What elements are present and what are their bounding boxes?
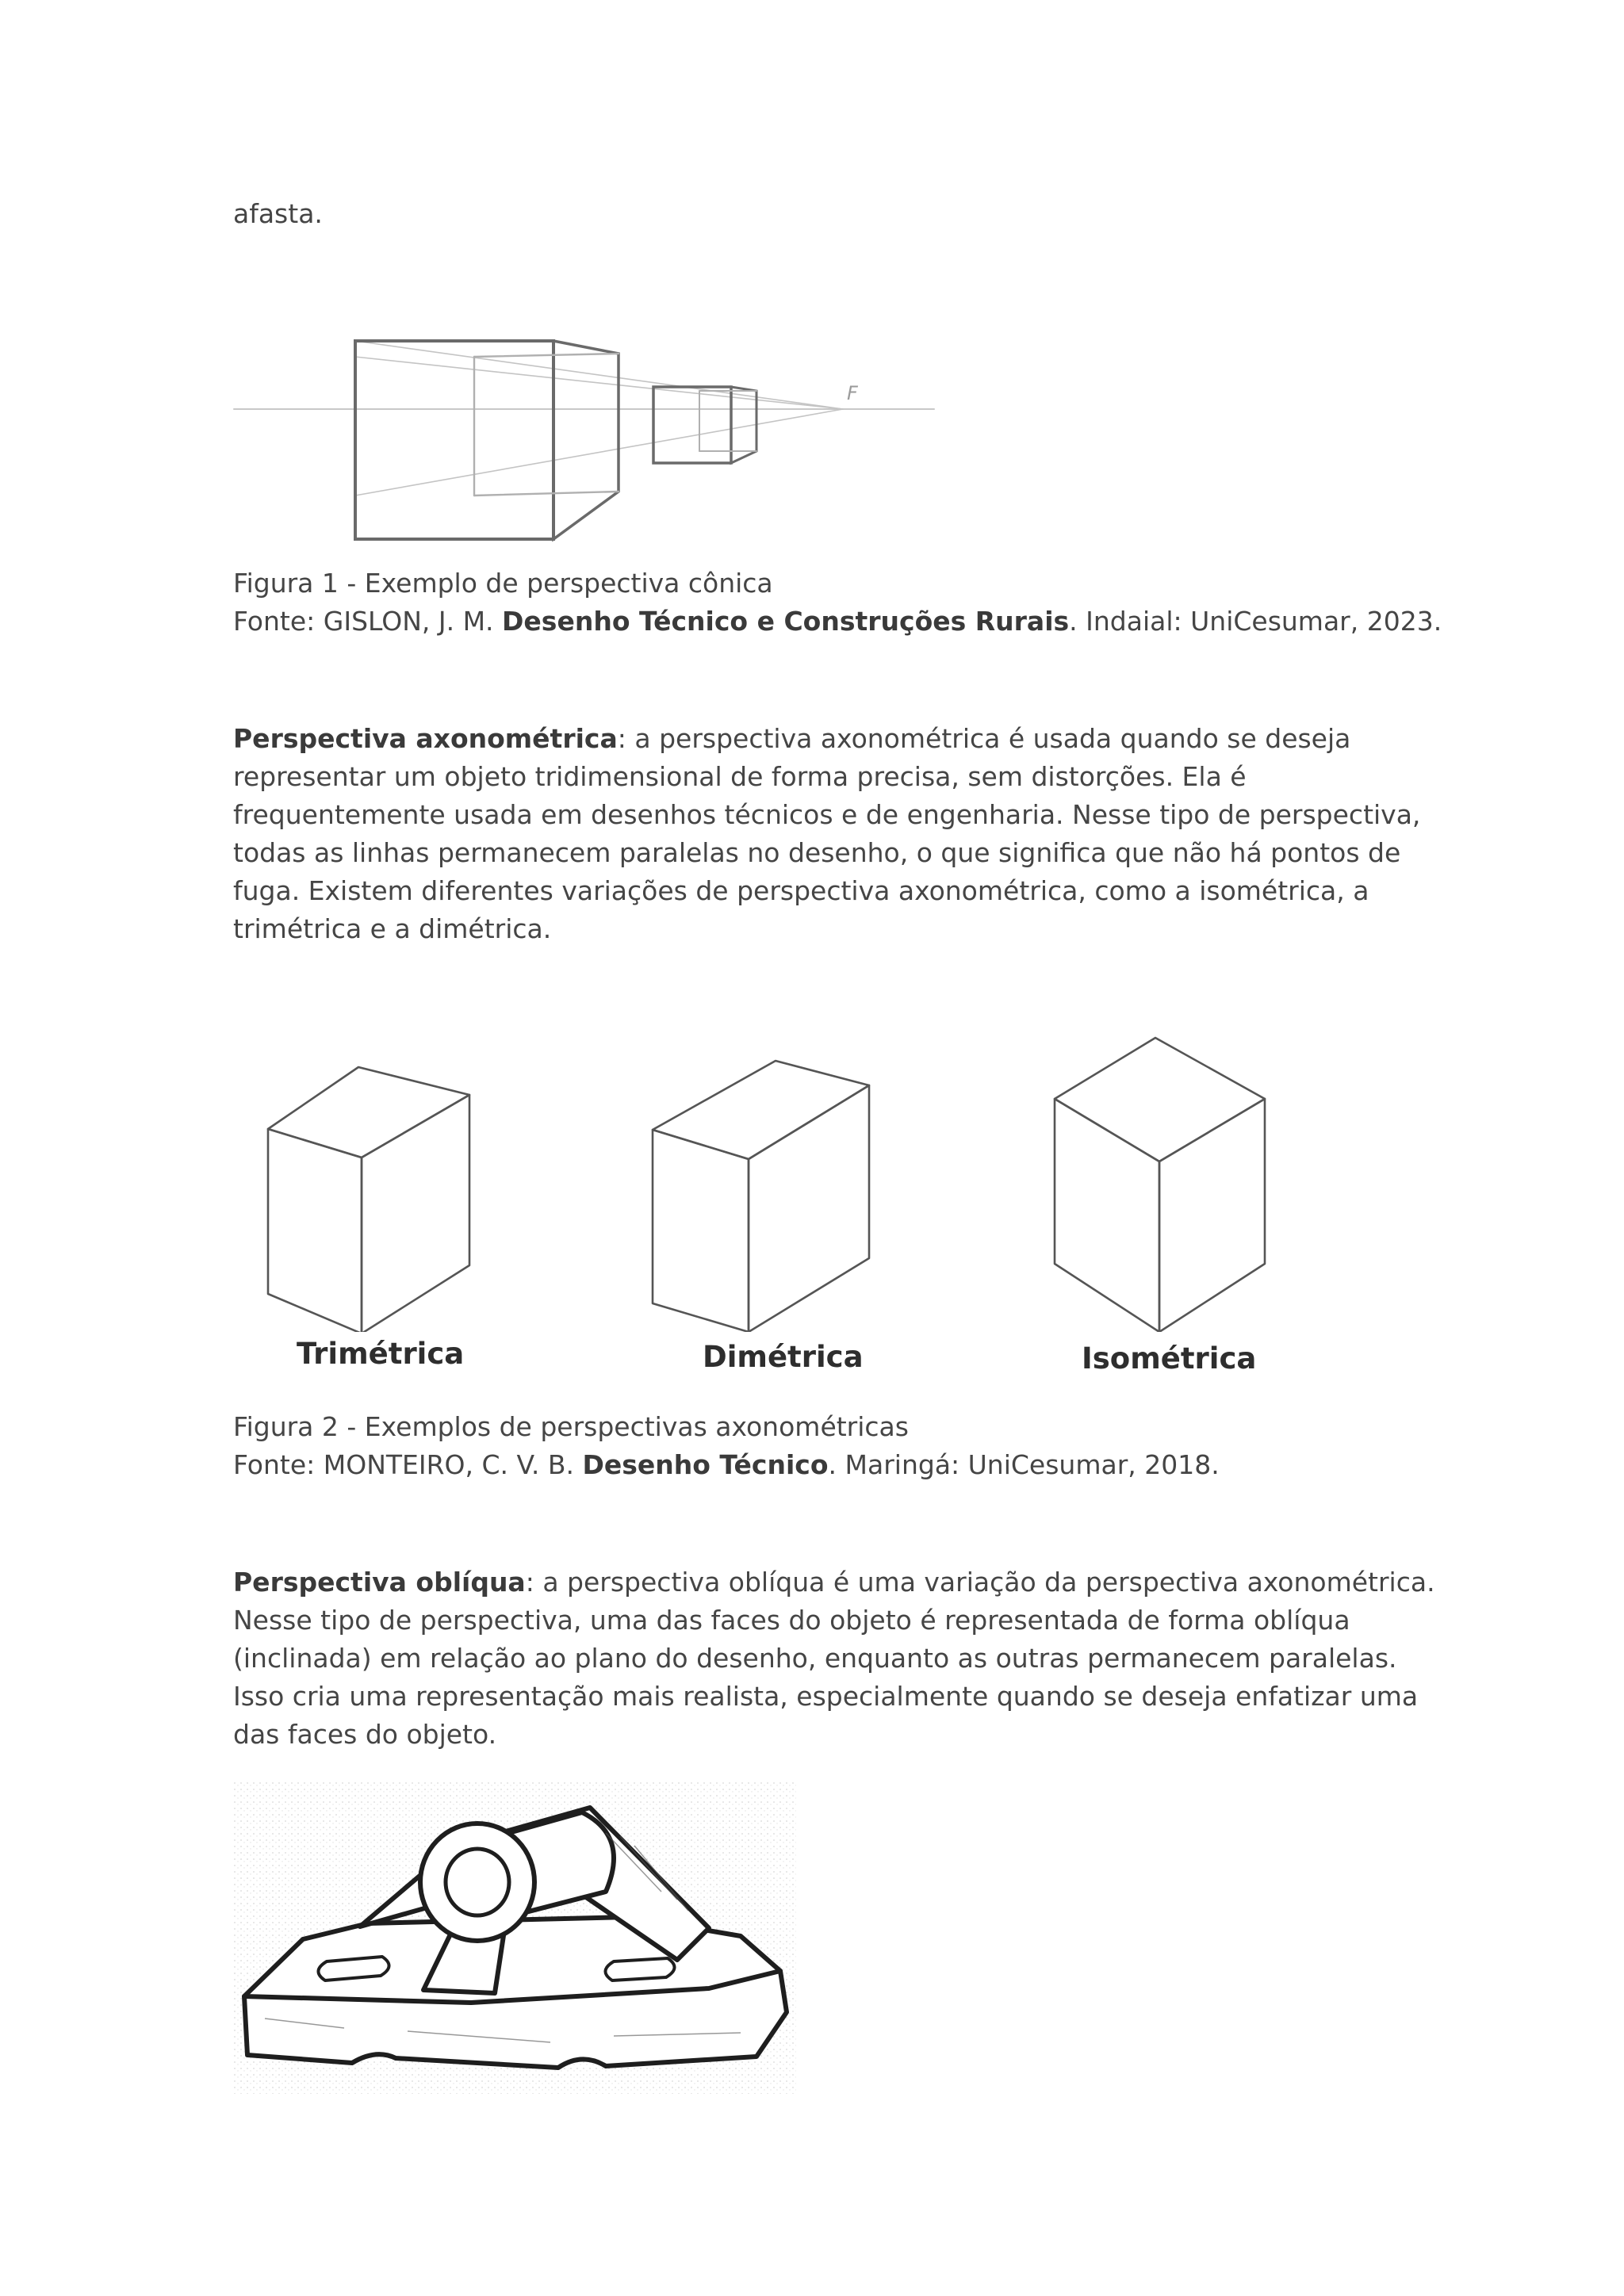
axonometric-line-6: trimétrica e a dimétrica. <box>233 913 552 944</box>
dimetric-box-right <box>749 1085 869 1332</box>
axonometric-line-1-text: : a perspectiva axonométrica é usada quando se deseja <box>617 723 1351 754</box>
oblique-line-4: Isso cria uma representação mais realista, especialmente quando se deseja enfatizar uma <box>233 1681 1419 1712</box>
oblique-line-1 <box>233 1563 1435 1601</box>
figure2-caption: Figura 2 - Exemplos de perspectivas axonométricas <box>233 1411 909 1442</box>
label-trimetrica: Trimétrica <box>297 1337 465 1371</box>
oblique-bracket-figure <box>233 1781 804 2098</box>
conic-perspective-figure <box>230 325 944 547</box>
axonometric-paragraph <box>233 720 1421 948</box>
figure1-source-suffix: . Indaial: UniCesumar, 2023. <box>1069 606 1442 637</box>
axonometric-line-3: frequentemente usada em desenhos técnicos e de engenharia. Nesse tipo de perspectiva, <box>233 799 1421 830</box>
oblique-term: Perspectiva oblíqua <box>233 1567 526 1598</box>
isometric-cube-right <box>1159 1099 1265 1332</box>
figure1-source-prefix: Fonte: GISLON, J. M. <box>233 606 503 637</box>
oblique-line-5: das faces do objeto. <box>233 1719 497 1750</box>
dimetric-box-top <box>653 1061 869 1159</box>
axonometric-term: Perspectiva axonométrica <box>233 723 618 754</box>
figure2-source-suffix: . Maringá: UniCesumar, 2018. <box>828 1449 1220 1480</box>
figure1-source <box>233 603 1442 641</box>
oblique-line-3: (inclinada) em relação ao plano do desenho, enquanto as outras permanecem paralelas. <box>233 1643 1397 1674</box>
figure1-source-title: Desenho Técnico e Construções Rurais <box>502 606 1070 637</box>
trimetric-box-left <box>268 1129 362 1332</box>
figure2-source-title: Desenho Técnico <box>582 1449 829 1480</box>
oblique-line-2: Nesse tipo de perspectiva, uma das faces do objeto é representada de forma oblíqua <box>233 1605 1350 1636</box>
dimetric-box-left <box>653 1130 749 1332</box>
isometric-cube-top <box>1055 1038 1265 1161</box>
figure2-source <box>233 1446 1220 1484</box>
label-dimetrica: Dimétrica <box>703 1340 864 1374</box>
intro-text: afasta. <box>233 198 323 229</box>
axonometric-line-5: fuga. Existem diferentes variações de perspectiva axonométrica, como a isométrica, a <box>233 875 1369 906</box>
axonometric-line-2: representar um objeto tridimensional de forma precisa, sem distorções. Ela é <box>233 761 1247 792</box>
oblique-line-1-text: : a perspectiva oblíqua é uma variação da perspectiva axonométrica. <box>525 1567 1435 1598</box>
trimetric-box-right <box>362 1095 469 1332</box>
oblique-paragraph <box>233 1563 1435 1754</box>
axonometric-figure <box>254 1031 1285 1332</box>
isometric-cube-left <box>1055 1099 1159 1332</box>
vanishing-point-label: F <box>847 382 858 404</box>
axonometric-line-1 <box>233 720 1407 758</box>
axonometric-line-4: todas as linhas permanecem paralelas no desenho, o que significa que não há pontos de <box>233 837 1401 868</box>
figure1-caption: Figura 1 - Exemplo de perspectiva cônica <box>233 568 773 599</box>
label-isometrica: Isométrica <box>1082 1341 1257 1376</box>
figure2-source-prefix: Fonte: MONTEIRO, C. V. B. <box>233 1449 583 1480</box>
